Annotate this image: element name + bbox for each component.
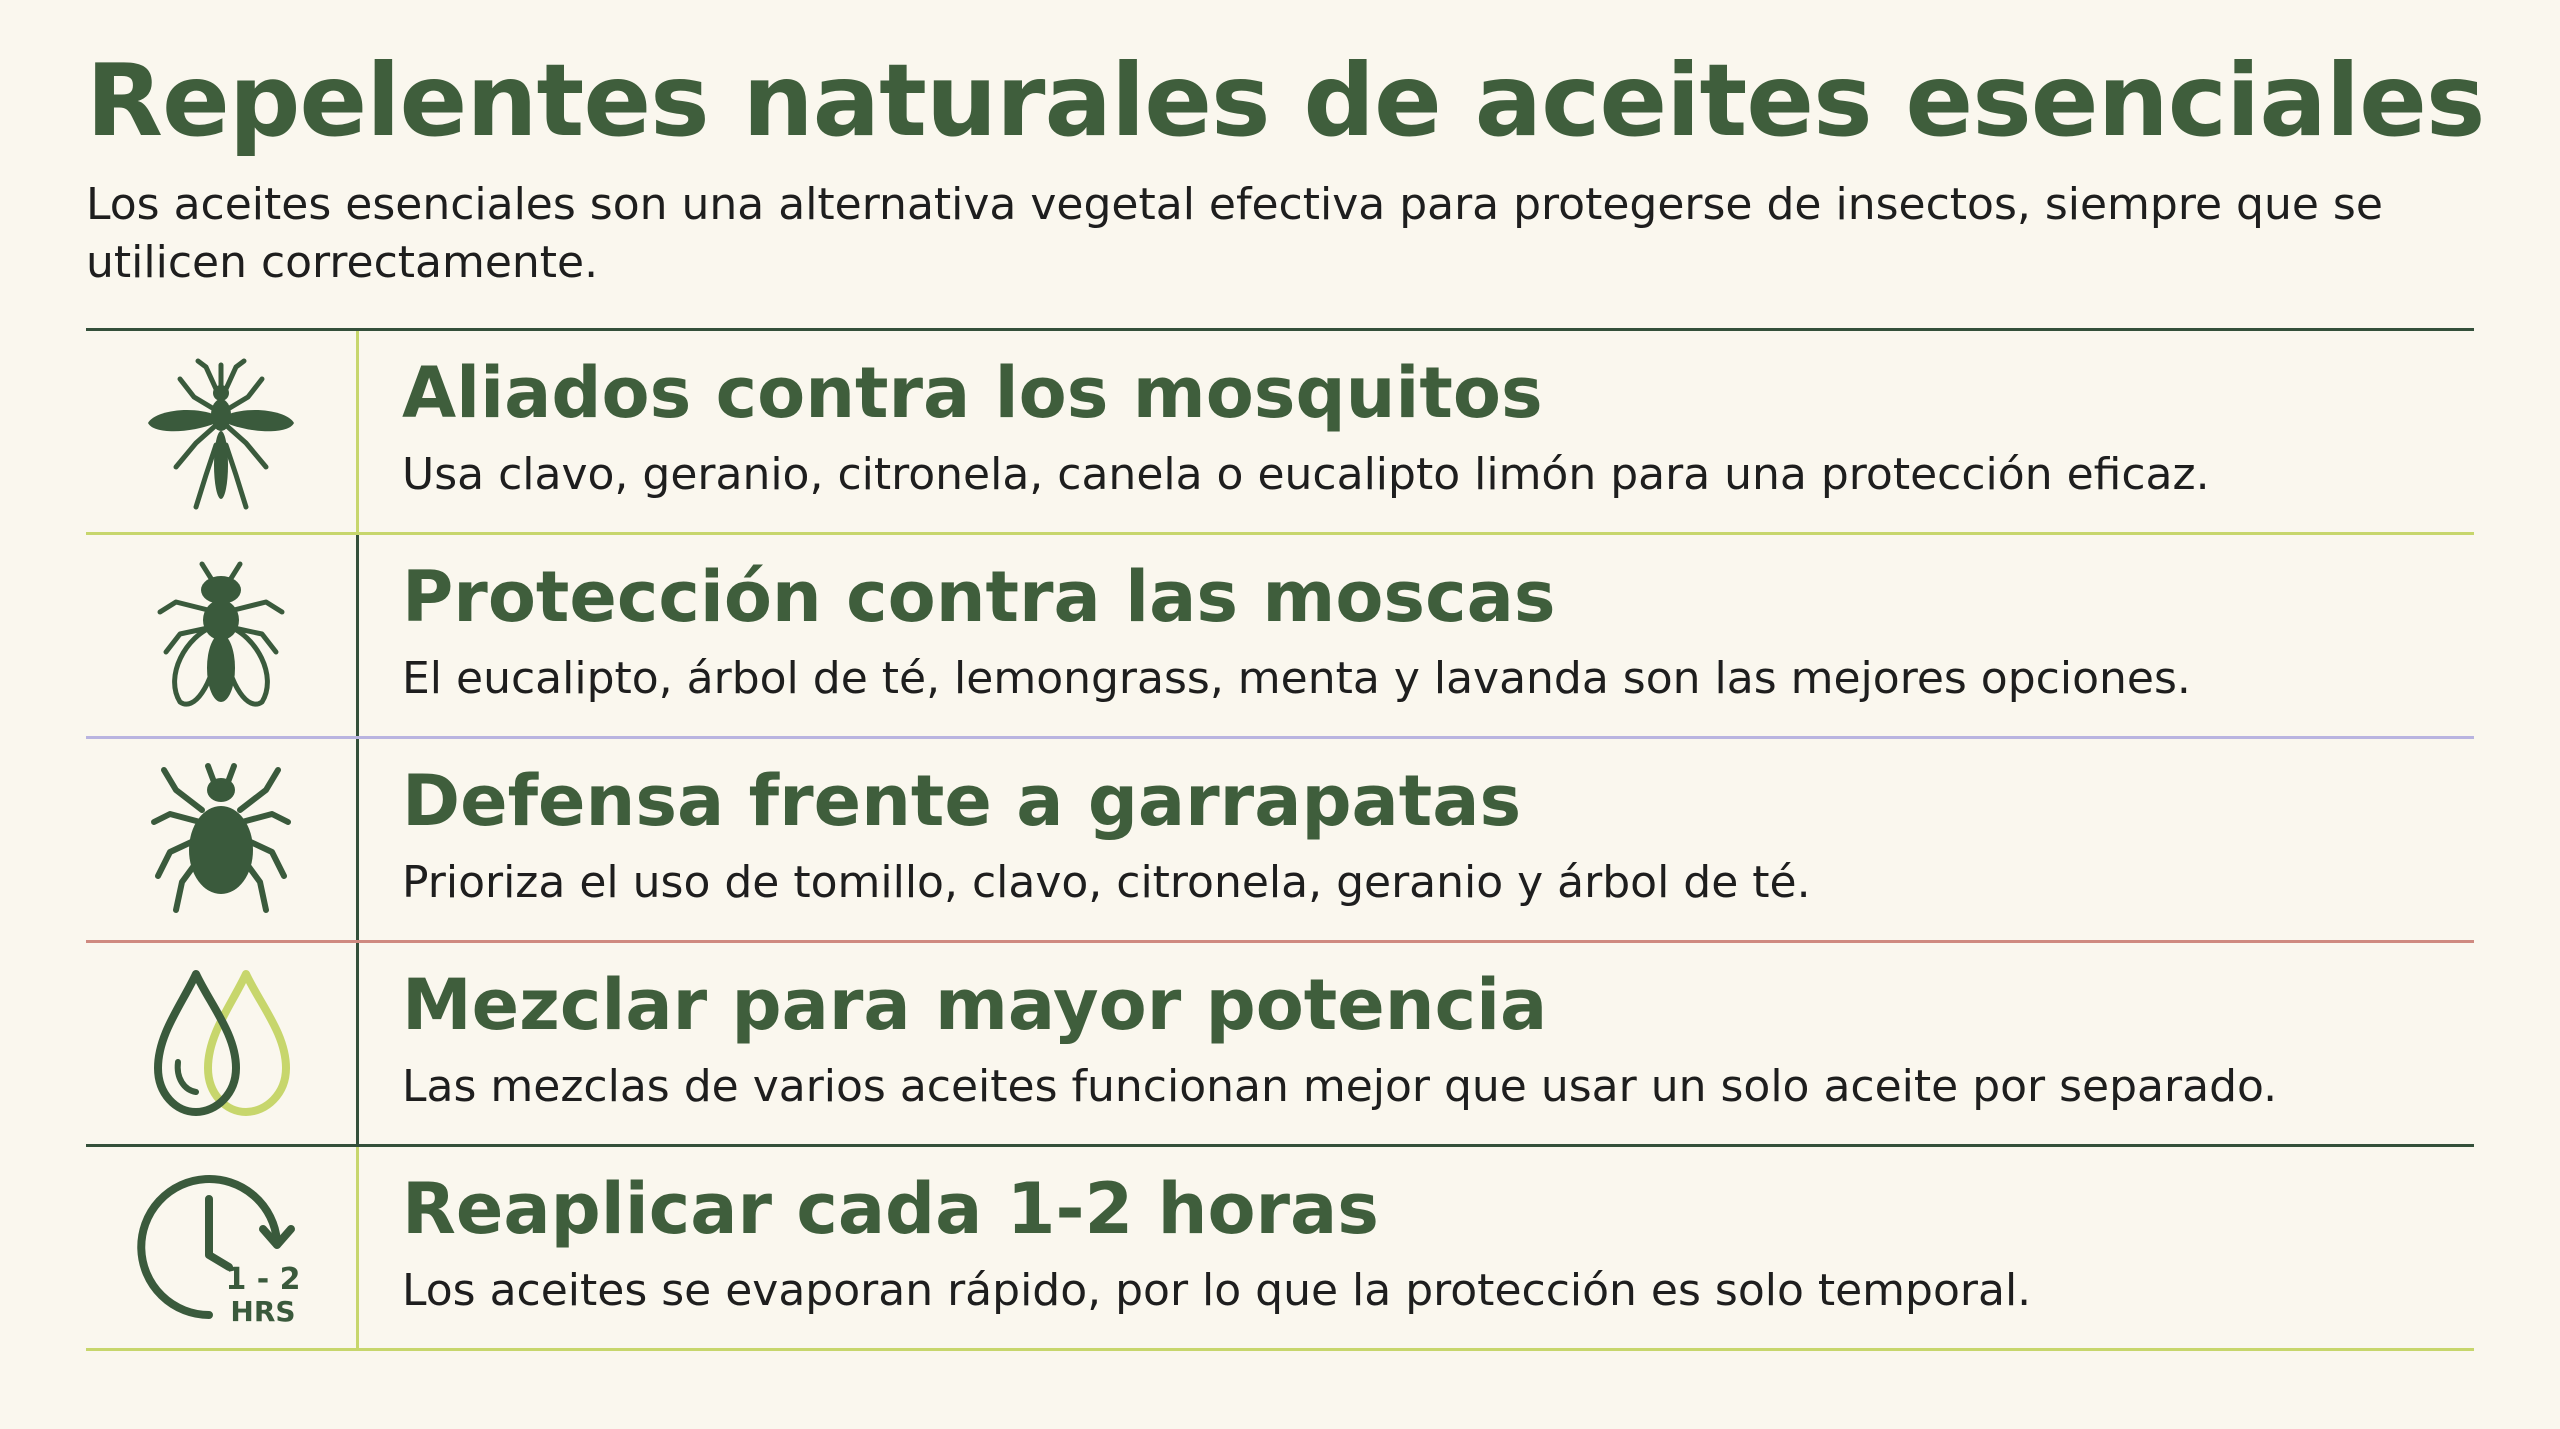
tip-text: Los aceites se evaporan rápido, por lo que la protección es solo temporal. [402,1265,2032,1316]
row-divider [356,535,359,736]
page-subtitle: Los aceites esenciales son una alternativa vegetal efectiva para protegerse de insectos, siempre que se utilicen correctamente. [86,179,2383,288]
row-divider [356,943,359,1144]
tip-text: Usa clavo, geranio, citronela, canela o eucalipto limón para una protección eficaz. [402,449,2210,500]
clock-label-top: 1 - 2 [225,1261,301,1297]
tip-text: Las mezclas de varios aceites funcionan mejor que usar un solo aceite por separado. [402,1061,2278,1112]
tip-row-reaplicar [86,1147,2474,1351]
page-title: Repelentes naturales de aceites esenciales [86,42,2485,159]
tip-heading: Mezclar para mayor potencia [402,964,1548,1046]
tips-table [86,328,2474,1351]
tip-heading: Protección contra las moscas [402,556,1556,638]
tip-row-garrapatas [86,739,2474,943]
tick-icon [86,739,356,940]
tip-heading: Aliados contra los mosquitos [402,352,1543,434]
tip-text: El eucalipto, árbol de té, lemongrass, menta y lavanda son las mejores opciones. [402,653,2191,704]
tip-row-moscas [86,535,2474,739]
tip-heading: Defensa frente a garrapatas [402,760,1522,842]
tip-heading: Reaplicar cada 1-2 horas [402,1168,1379,1250]
row-divider [356,331,359,532]
oil-drops-icon [86,943,356,1144]
clock-reapply-icon [86,1147,356,1348]
clock-label-bottom: HRS [230,1294,296,1328]
mosquito-icon [86,331,356,532]
tip-row-mosquitos [86,331,2474,535]
row-divider [356,1147,359,1348]
tip-text: Prioriza el uso de tomillo, clavo, citronela, geranio y árbol de té. [402,857,1811,908]
fly-icon [86,535,356,736]
tip-row-mezclar [86,943,2474,1147]
row-divider [356,739,359,940]
